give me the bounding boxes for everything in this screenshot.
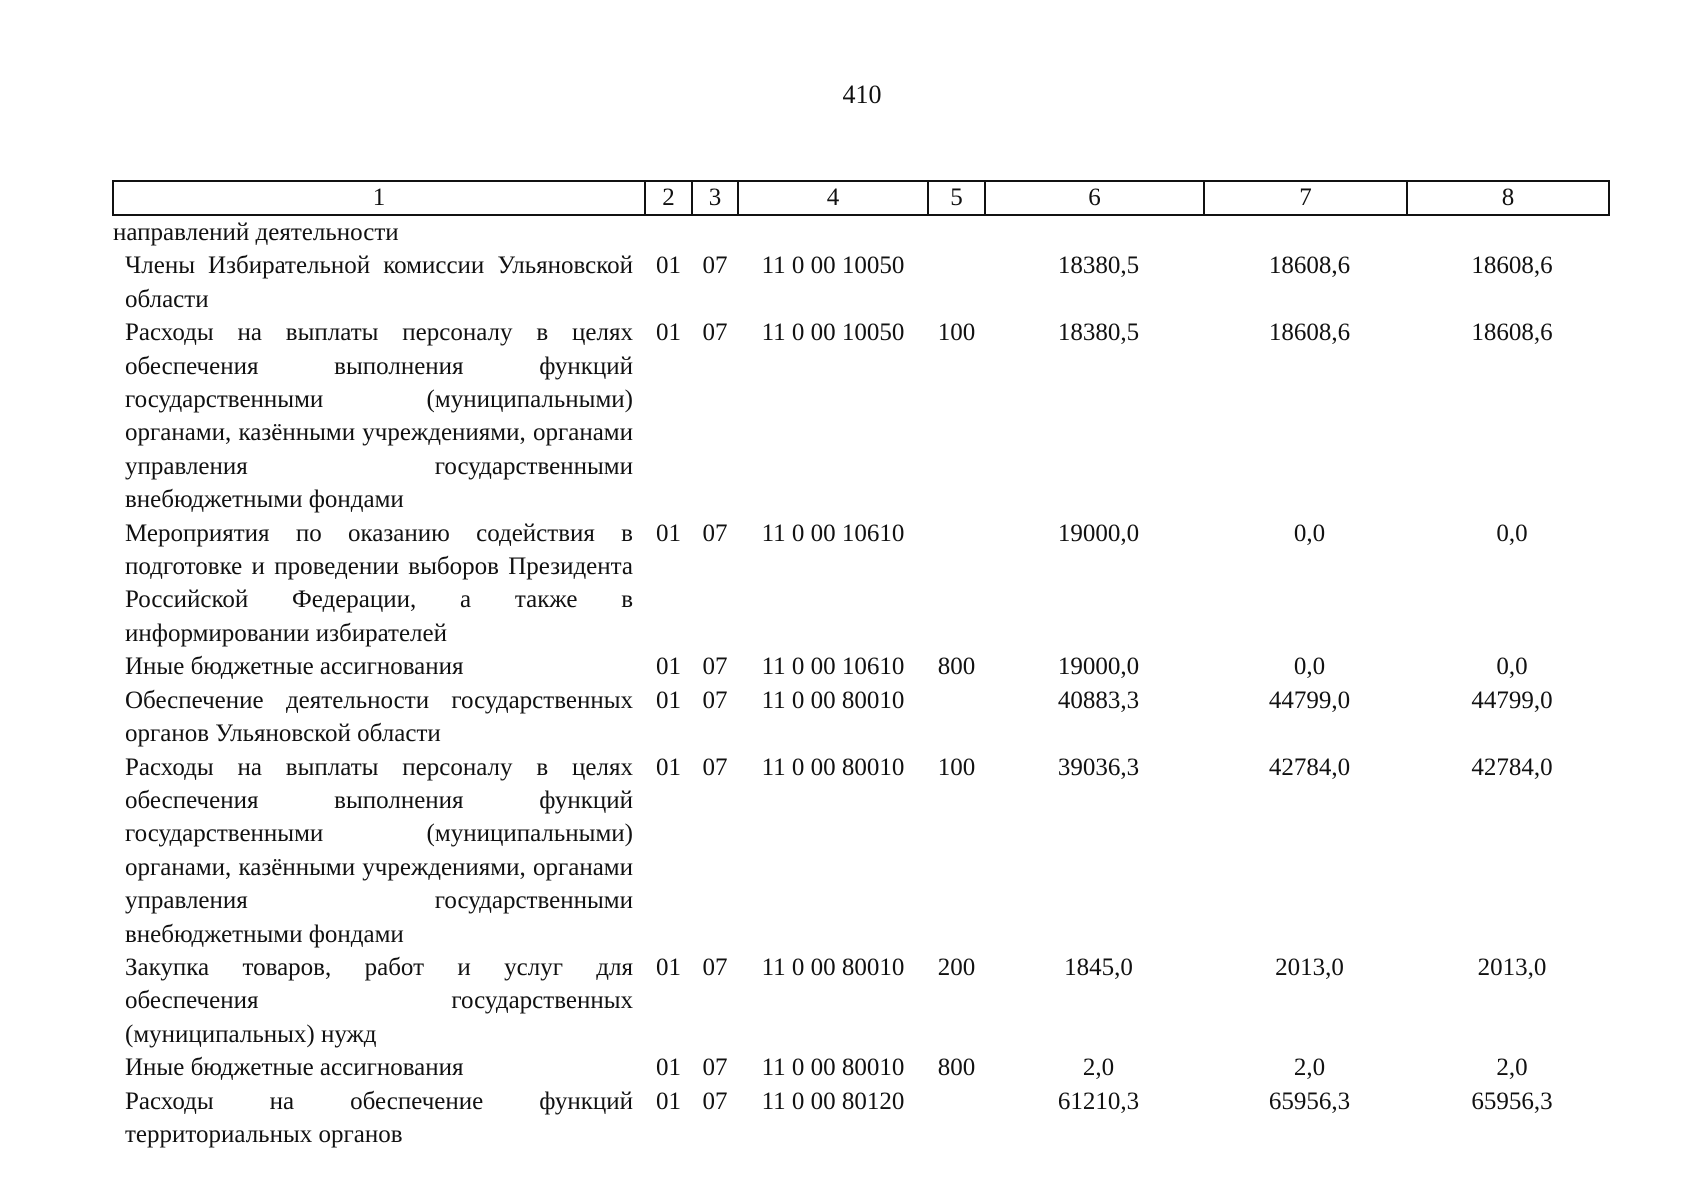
row-section-cell: [645, 215, 692, 249]
row-target-code-cell: 11 0 00 80010: [761, 953, 905, 981]
row-amount-col6-cell: [985, 215, 1204, 249]
row-section-cell: 01: [656, 753, 681, 781]
header-row: [113, 181, 1609, 215]
row-section-cell: 01: [656, 252, 681, 280]
row-name-cell: Иные бюджетные ассигнования: [125, 1054, 464, 1082]
table-header: [113, 181, 1609, 215]
row-target-code-cell: 11 0 00 10050: [761, 252, 905, 280]
table-row: [113, 249, 1609, 316]
row-subsection-cell: 07: [702, 252, 728, 280]
row-amount-col7-cell: 0,0: [1293, 653, 1326, 681]
table-row: [113, 751, 1609, 951]
table-body: [113, 215, 1609, 1151]
page-number: 410: [842, 80, 882, 109]
budget-table-container: [112, 180, 1608, 1151]
table-row: [113, 684, 1609, 751]
budget-table: [112, 180, 1610, 1151]
row-name-cell: Расходы на обеспечение функций территориальных органов: [125, 1087, 633, 1148]
row-amount-col8-cell: 0,0: [1496, 653, 1528, 681]
row-expense-type-cell: [928, 1085, 985, 1152]
row-expense-type-cell: 800: [937, 1054, 976, 1082]
row-name-cell: Расходы на выплаты персоналу в целях обеспечения выполнения функций государственными (муниципальными) органами, казёнными учреждениями, органами управления государственными внебюджетными фондами: [125, 753, 633, 948]
table-row: [113, 1051, 1609, 1084]
row-expense-type-cell: [928, 249, 985, 316]
row-subsection-cell: 07: [702, 1087, 728, 1115]
row-amount-col8-cell: 65956,3: [1471, 1087, 1553, 1115]
row-section-cell: 01: [656, 686, 681, 714]
row-subsection-cell: [692, 215, 738, 249]
row-section-cell: 01: [656, 319, 681, 347]
row-amount-col7-cell: 18608,6: [1268, 319, 1351, 347]
row-section-cell: 01: [656, 519, 681, 547]
row-amount-col7-cell: 44799,0: [1268, 686, 1351, 714]
row-amount-col8-cell: 18608,6: [1471, 319, 1553, 347]
row-name-cell: Мероприятия по оказанию содействия в подготовке и проведении выборов Президента Российской Федерации, а также в информировании избирателей: [125, 519, 633, 647]
table-row: [113, 1085, 1609, 1152]
row-target-code-cell: 11 0 00 10610: [761, 653, 905, 681]
row-amount-col7-cell: 42784,0: [1268, 753, 1351, 781]
column-header-6: 6: [985, 181, 1204, 215]
row-target-code-cell: 11 0 00 80120: [761, 1087, 905, 1115]
row-subsection-cell: 07: [702, 753, 728, 781]
row-amount-col6-cell: 1845,0: [1064, 953, 1133, 981]
row-expense-type-cell: [928, 517, 985, 651]
row-amount-col7-cell: 2,0: [1293, 1054, 1326, 1082]
row-expense-type-cell: [928, 215, 985, 249]
column-header-5: 5: [928, 181, 985, 215]
row-amount-col7-cell: 65956,3: [1268, 1087, 1351, 1115]
row-target-code-cell: 11 0 00 80010: [761, 686, 905, 714]
row-expense-type-cell: [928, 684, 985, 751]
row-subsection-cell: 07: [702, 953, 728, 981]
row-name-cell: направлений деятельности: [113, 219, 399, 246]
row-amount-col8-cell: 42784,0: [1471, 753, 1553, 781]
row-amount-col7-cell: [1204, 215, 1407, 249]
row-subsection-cell: 07: [702, 686, 728, 714]
row-amount-col8-cell: 44799,0: [1471, 686, 1553, 714]
row-amount-col7-cell: 0,0: [1293, 519, 1326, 547]
row-name-cell: Закупка товаров, работ и услуг для обеспечения государственных (муниципальных) нужд: [125, 953, 633, 1048]
row-section-cell: 01: [656, 653, 681, 681]
row-target-code-cell: 11 0 00 80010: [761, 753, 905, 781]
row-amount-col8-cell: 2,0: [1496, 1054, 1528, 1082]
column-header-1: 1: [113, 181, 645, 215]
row-section-cell: 01: [656, 1054, 681, 1082]
table-row: [113, 650, 1609, 683]
row-expense-type-cell: 200: [937, 953, 976, 981]
row-amount-col7-cell: 18608,6: [1268, 252, 1351, 280]
row-amount-col6-cell: 61210,3: [1057, 1087, 1140, 1115]
row-subsection-cell: 07: [702, 1054, 728, 1082]
row-expense-type-cell: 800: [937, 653, 976, 681]
column-header-3: 3: [692, 181, 738, 215]
column-header-2: 2: [645, 181, 692, 215]
row-amount-col6-cell: 19000,0: [1057, 519, 1140, 547]
row-target-code-cell: 11 0 00 80010: [761, 1054, 905, 1082]
row-expense-type-cell: 100: [937, 753, 976, 781]
column-header-4: 4: [738, 181, 928, 215]
row-amount-col8-cell: 0,0: [1496, 519, 1528, 547]
row-target-code-cell: 11 0 00 10050: [761, 319, 905, 347]
row-target-code-cell: [738, 215, 928, 249]
row-name-cell: Члены Избирательной комиссии Ульяновской области: [125, 252, 633, 313]
row-target-code-cell: 11 0 00 10610: [761, 519, 905, 547]
row-name-cell: Иные бюджетные ассигнования: [125, 653, 464, 681]
table-row: [113, 951, 1609, 1051]
table-row: [113, 316, 1609, 516]
column-header-7: 7: [1204, 181, 1407, 215]
row-amount-col6-cell: 40883,3: [1057, 686, 1140, 714]
row-section-cell: 01: [656, 953, 681, 981]
row-amount-col8-cell: 2013,0: [1477, 953, 1547, 981]
row-amount-col8-cell: 18608,6: [1471, 252, 1553, 280]
row-amount-col7-cell: 2013,0: [1275, 953, 1344, 981]
row-amount-col6-cell: 19000,0: [1057, 653, 1140, 681]
row-amount-col8-cell: [1407, 215, 1609, 249]
row-subsection-cell: 07: [702, 519, 728, 547]
column-header-8: 8: [1407, 181, 1609, 215]
table-row: [113, 517, 1609, 651]
row-amount-col6-cell: 2,0: [1082, 1054, 1115, 1082]
row-name-cell: Обеспечение деятельности государственных органов Ульяновской области: [125, 686, 633, 748]
table-row: [113, 215, 1609, 249]
row-subsection-cell: 07: [702, 319, 728, 347]
row-amount-col6-cell: 18380,5: [1057, 319, 1140, 347]
row-amount-col6-cell: 18380,5: [1057, 252, 1140, 280]
row-subsection-cell: 07: [702, 653, 728, 681]
row-amount-col6-cell: 39036,3: [1057, 753, 1140, 781]
row-section-cell: 01: [656, 1087, 681, 1115]
row-name-cell: Расходы на выплаты персоналу в целях обеспечения выполнения функций государственными (муниципальными) органами, казёнными учреждениями, органами управления государственными внебюджетными фондами: [125, 319, 633, 514]
row-expense-type-cell: 100: [937, 319, 976, 347]
